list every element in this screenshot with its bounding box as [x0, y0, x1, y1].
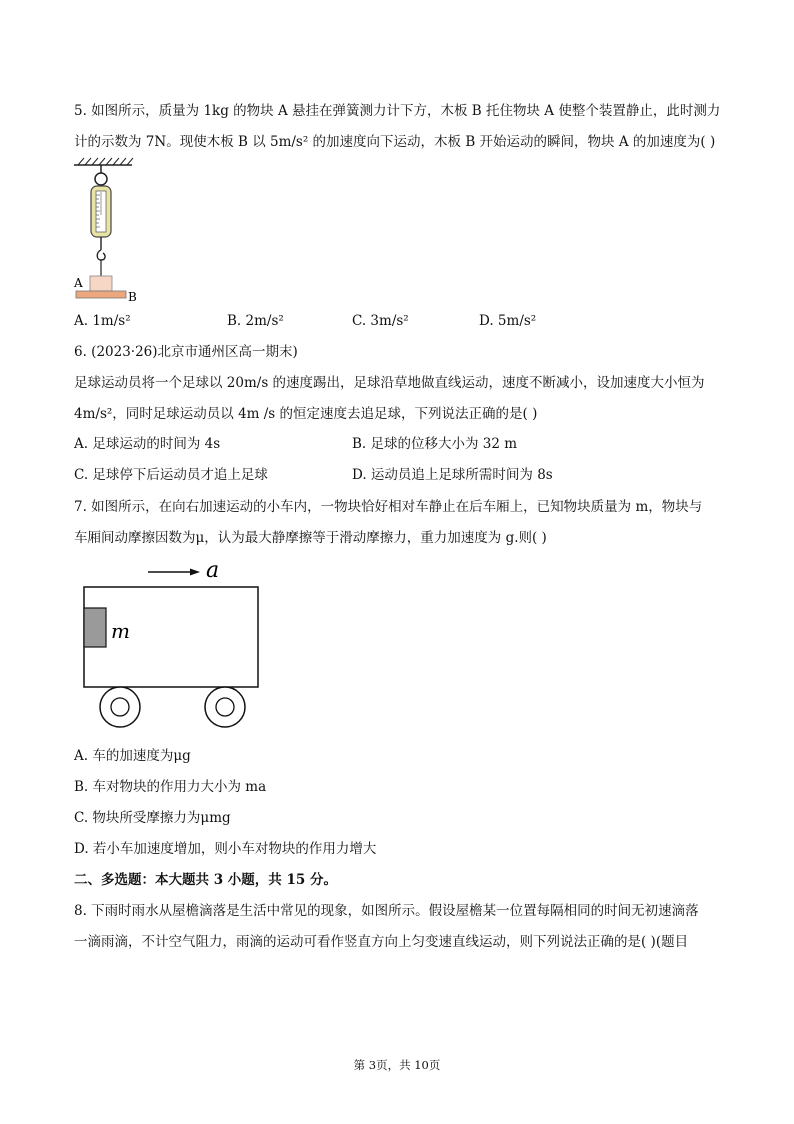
q6-option-d: D. 运动员追上足球所需时间为 8s	[352, 467, 553, 483]
section-heading: 二、多选题：本大题共 3 小题，共 15 分。	[74, 872, 337, 888]
q7-text-line1: 7. 如图所示，在向右加速运动的小车内，一物块恰好相对车静止在后车厢上，已知物块质量为 m，物块与	[74, 499, 703, 515]
q6-option-a: A. 足球运动的时间为 4s	[74, 436, 221, 452]
hook	[97, 250, 105, 260]
q5-option-d: D. 5m/s²	[479, 313, 537, 329]
board-b	[76, 291, 126, 298]
top-ring	[95, 173, 107, 185]
ceiling-hatching	[78, 158, 133, 165]
q5-option-c: C. 3m/s²	[352, 313, 409, 329]
q6-option-c: C. 足球停下后运动员才追上足球	[74, 467, 268, 483]
spring-scale-figure	[70, 155, 150, 303]
q6-text-line2: 4m/s²，同时足球运动员以 4m /s 的恒定速度去追足球，下列说法正确的是( )	[74, 406, 538, 422]
q5-text-line1: 5. 如图所示，质量为 1kg 的物块 A 悬挂在弹簧测力计下方，木板 B 托住物块 A 使整个装置静止，此时测力	[74, 103, 721, 119]
label-accel: a	[206, 558, 220, 583]
label-mass: m	[111, 619, 130, 643]
q7-option-c: C. 物块所受摩擦力为μmg	[74, 810, 231, 826]
q7-option-a: A. 车的加速度为μg	[74, 748, 191, 764]
q6-text-line1: 足球运动员将一个足球以 20m/s 的速度踢出，足球沿草地做直线运动，速度不断减小，设加速度大小恒为	[74, 375, 705, 391]
q5-text-line2: 计的示数为 7N。现使木板 B 以 5m/s² 的加速度向下运动，木板 B 开始运动的瞬间，物块 A 的加速度为( )	[74, 134, 716, 150]
arrow-head	[190, 569, 200, 576]
page-footer: 第 3页，共 10页	[353, 1058, 441, 1072]
q5-option-a: A. 1m/s²	[74, 313, 131, 329]
label-b: B	[128, 290, 137, 303]
q6-option-b: B. 足球的位移大小为 32 m	[352, 436, 518, 452]
q8-text-line2: 一滴雨滴，不计空气阻力，雨滴的运动可看作竖直方向上匀变速直线运动，则下列说法正确的是( )(题目	[74, 934, 689, 950]
cart-figure	[80, 556, 280, 736]
block-a	[90, 276, 112, 291]
q8-text-line1: 8. 下雨时雨水从屋檐滴落是生活中常见的现象，如图所示。假设屋檐某一位置每隔相同的时间无初速滴落	[74, 903, 699, 919]
q7-option-d: D. 若小车加速度增加，则小车对物块的作用力增大	[74, 841, 377, 857]
q7-text-line2: 车厢间动摩擦因数为μ，认为最大静摩擦等于滑动摩擦力，重力加速度为 g.则( )	[74, 530, 547, 546]
q7-option-b: B. 车对物块的作用力大小为 ma	[74, 779, 267, 795]
block-m	[84, 608, 106, 647]
q6-source: 6. (2023·26)北京市通州区高一期末)	[74, 344, 298, 360]
q5-option-b: B. 2m/s²	[227, 313, 284, 329]
label-a: A	[74, 276, 83, 290]
